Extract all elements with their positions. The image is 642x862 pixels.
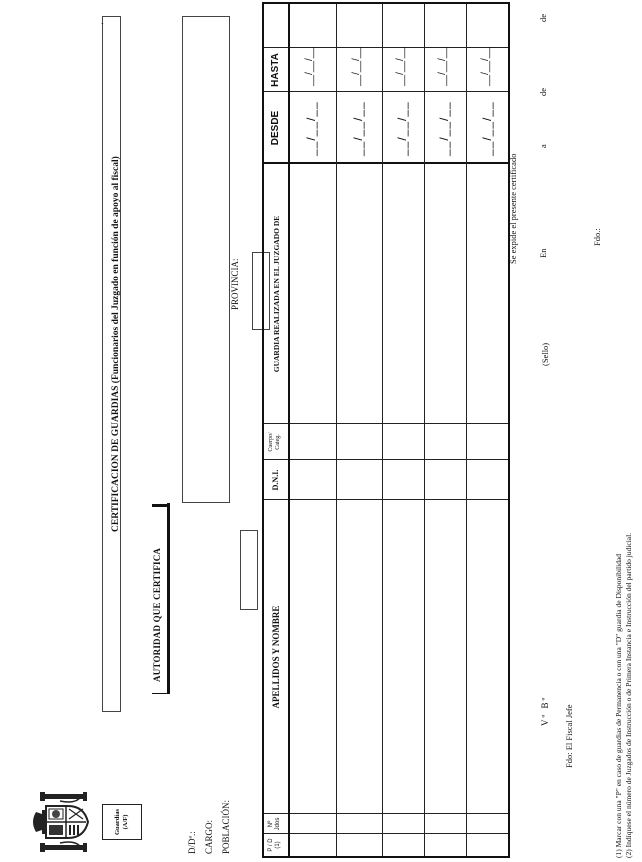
authority-frame-bar xyxy=(167,503,170,694)
to-date-row-5[interactable]: __/__/__ xyxy=(480,47,491,86)
from-date-row-2[interactable]: __/__/__ xyxy=(351,101,365,156)
guard-type-box xyxy=(102,804,142,840)
note-2: (2) Indíquese el número de Juzgados de Instrucción o de Primera Instancia e Instrucción del partido judicial. xyxy=(624,532,633,858)
from-date-row-1[interactable]: __/__/__ xyxy=(304,101,318,156)
to-date-row-1[interactable]: __/__/__ xyxy=(304,47,315,86)
page-title: CERTIFICACION DE GUARDIAS (Funcionarios del Juzgado en función de apoyo al fiscal) xyxy=(111,156,121,532)
guards-table xyxy=(262,2,510,858)
guard-type-label: Guardias xyxy=(114,809,121,836)
col-header-courts: Nº Jdos xyxy=(268,817,281,831)
col-header-name: APELLIDOS Y NOMBRE xyxy=(271,605,281,709)
authority-name-label: D/Dª.: xyxy=(187,831,197,854)
authority-position-label: CARGO: xyxy=(204,819,214,854)
authority-frame-right xyxy=(152,505,169,508)
signed-label: Fdo.: xyxy=(592,228,602,246)
province-label: PROVINCIA: xyxy=(230,258,240,310)
place-de-1: de xyxy=(538,87,548,96)
title-mark: ' xyxy=(100,22,109,24)
from-date-row-3[interactable]: __/__/__ xyxy=(395,101,409,156)
col-header-pd: P / D (1) xyxy=(268,838,281,852)
authority-details-box[interactable] xyxy=(182,16,230,503)
note-1: (1) Marcar con una "P" en caso de guardias de Permanencia o con una "D" guardia de Disponibilidad xyxy=(614,553,623,858)
place-de-2: de xyxy=(538,13,548,22)
town-field-box[interactable] xyxy=(240,530,258,610)
seal-label: (Sello) xyxy=(540,342,550,366)
from-date-row-5[interactable]: __/__/__ xyxy=(480,101,494,156)
to-date-row-4[interactable]: __/__/__ xyxy=(437,47,448,86)
prosecutor-signature: Fdo: El Fiscal Jefe xyxy=(564,704,574,768)
col-header-from: DESDE xyxy=(270,110,281,146)
col-header-dni: D.N.I. xyxy=(271,469,280,491)
authority-town-label: POBLACIÓN: xyxy=(221,799,231,854)
col-header-category: Cuerpo/ Categ. xyxy=(268,432,281,452)
col-header-court: GUARDIA REALIZADA EN EL JUZGADO DE xyxy=(272,215,281,373)
col-header-to: HASTA xyxy=(270,53,281,87)
to-date-row-2[interactable]: __/__/__ xyxy=(351,47,362,86)
certified-text: Se expide el presente certificado xyxy=(508,153,518,264)
to-date-row-3[interactable]: __/__/__ xyxy=(395,47,406,86)
place-a: a xyxy=(538,144,548,148)
coat-of-arms-icon xyxy=(30,790,92,854)
place-en: En xyxy=(538,248,548,258)
approval-label: Vº Bº xyxy=(540,695,550,726)
authority-heading: AUTORIDAD QUE CERTIFICA xyxy=(152,547,162,682)
guard-type-code: (A/F) xyxy=(122,814,129,830)
from-date-row-4[interactable]: __/__/__ xyxy=(437,101,451,156)
